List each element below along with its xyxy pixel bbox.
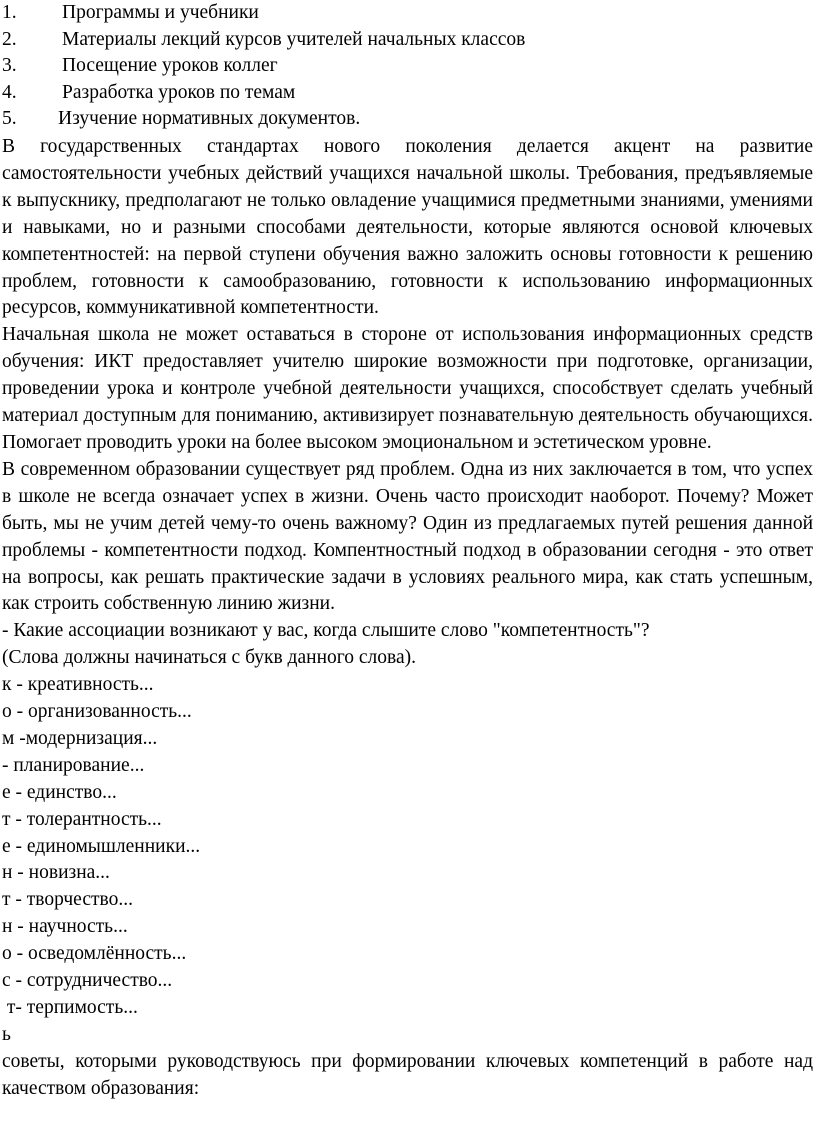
list-item xyxy=(2,0,812,27)
list-item xyxy=(2,27,812,54)
list-text: Материалы лекций курсов учителей начальных классов xyxy=(62,28,526,50)
list-number: 1. xyxy=(2,2,17,23)
list-number: 5. xyxy=(2,108,17,129)
paragraph-standards: В государственных стандартах нового поколения делается акцент на развитие самостоятельности учебных действий учащихся начальной школы. Требования, предъявляемые к выпускнику, предполагают не только овладение учащимися предметными знаниями, умениями и навыками, но и разными способами деятельности, которые являются основой ключевых компетентностей: на первой ступени обучения важно заложить основы готовности к решению проблем, готовности к самообразованию, готовности к использованию информационных ресурсов, коммуникативной компетентности. xyxy=(2,136,813,319)
word-item: м -модернизация... xyxy=(2,727,158,749)
list-text: Изучение нормативных документов. xyxy=(58,108,361,129)
word-item: е - единство... xyxy=(2,781,117,803)
document-body xyxy=(2,134,813,1103)
list-text: Программы и учебники xyxy=(62,2,259,23)
word-item: к - креативность... xyxy=(2,674,154,696)
paragraph-competence: В современном образовании существует ряд проблем. Одна из них заключается в том, что успех в школе не всегда означает успех в жизни. Очень часто происходит наоборот. Почему? Может быть, мы не учим детей чему-то очень важному? Один из предлагаемых путей решения данной проблемы - компетентности подход. Компентностный подход в образовании сегодня - это ответ на вопросы, как решать практические задачи в условиях реального мира, как стать успешным, как строить собственную линию жизни. xyxy=(2,458,813,615)
word-item: о - организованность... xyxy=(2,701,192,723)
word-item: н - новизна... xyxy=(2,862,110,884)
paragraph-ict: Начальная школа не может оставаться в стороне от использования информационных средств обучения: ИКТ предоставляет учителю широкие возможности при подготовке, организации, проведении урока и контроле учебной деятельности учащихся, способствует сделать учебный материал доступным для пониманию, активизирует познавательную деятельность обучающихся. Помогает проводить уроки на более высоком эмоциональном и эстетическом уровне. xyxy=(2,324,813,453)
word-item: т - толерантность... xyxy=(2,808,162,830)
list-item xyxy=(2,80,812,107)
question-line: - Какие ассоциации возникают у вас, когда слышите слово "компетентность"? xyxy=(2,620,650,642)
word-item: о - осведомлённость... xyxy=(2,943,187,965)
word-item: е - единомышленники... xyxy=(2,835,201,857)
word-item: - планирование... xyxy=(2,754,145,776)
sources-list xyxy=(2,0,812,133)
list-text: Посещение уроков коллег xyxy=(62,55,278,76)
word-item: т - творчество... xyxy=(2,889,133,911)
list-item xyxy=(2,106,812,133)
word-item: с - сотрудничество... xyxy=(2,970,173,992)
note-line: (Слова должны начинаться с букв данного слова). xyxy=(2,647,417,669)
closing-paragraph: советы, которыми руководствуюсь при формировании ключевых компетенций в работе над качеством образования: xyxy=(2,1050,813,1099)
list-number: 3. xyxy=(2,55,17,76)
word-item: ь xyxy=(2,1023,11,1045)
list-item xyxy=(2,53,812,80)
list-text: Разработка уроков по темам xyxy=(62,81,296,103)
list-number: 2. xyxy=(2,28,17,50)
word-item: н - научность... xyxy=(2,916,128,938)
list-number: 4. xyxy=(2,81,17,103)
word-item: т- терпимость... xyxy=(2,997,138,1018)
